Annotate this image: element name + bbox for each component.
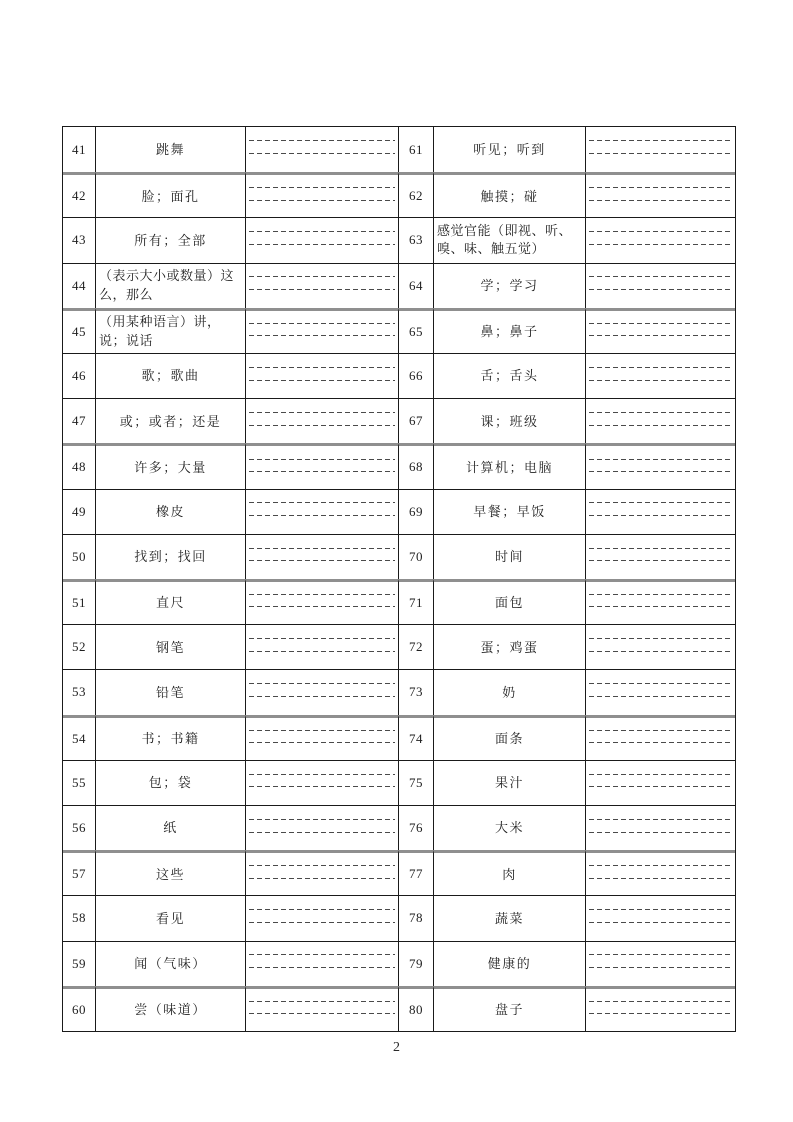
answer-blank-cell[interactable] — [586, 308, 735, 353]
answer-dash-line — [589, 471, 732, 472]
answer-dash-line — [249, 651, 395, 652]
answer-dash-line — [589, 594, 732, 595]
answer-dash-line — [249, 819, 395, 820]
row-number-cell: 57 — [63, 850, 96, 895]
row-number-cell: 55 — [63, 760, 96, 805]
definition-cell: 纸 — [96, 805, 246, 850]
answer-blank-cell[interactable] — [586, 489, 735, 534]
definition-cell: 橡皮 — [96, 489, 246, 534]
answer-dash-line — [249, 730, 395, 731]
answer-dash-line — [589, 323, 732, 324]
answer-dash-line — [589, 548, 732, 549]
answer-blank-cell[interactable] — [586, 534, 735, 579]
answer-dash-line — [589, 967, 732, 968]
definition-cell: 尝（味道） — [96, 986, 246, 1031]
answer-blank-cell[interactable] — [246, 353, 399, 398]
answer-dash-line — [589, 832, 732, 833]
answer-blank-cell[interactable] — [246, 669, 399, 714]
answer-blank-cell[interactable] — [586, 579, 735, 624]
answer-dash-line — [249, 638, 395, 639]
answer-blank-cell[interactable] — [246, 217, 399, 262]
answer-dash-line — [589, 515, 732, 516]
row-number-cell: 68 — [399, 443, 434, 488]
answer-dash-line — [589, 502, 732, 503]
answer-dash-line — [249, 515, 395, 516]
definition-cell: 或；或者；还是 — [96, 398, 246, 443]
definition-cell: 早餐；早饭 — [434, 489, 586, 534]
row-number-cell: 45 — [63, 308, 96, 353]
answer-dash-line — [589, 289, 732, 290]
answer-dash-line — [589, 200, 732, 201]
answer-dash-line — [249, 412, 395, 413]
definition-cell: 蛋；鸡蛋 — [434, 624, 586, 669]
answer-dash-line — [249, 335, 395, 336]
row-number-cell: 41 — [63, 127, 96, 172]
answer-blank-cell[interactable] — [586, 850, 735, 895]
definition-cell: 脸；面孔 — [96, 172, 246, 217]
page-number: 2 — [393, 1040, 400, 1055]
row-number-cell: 67 — [399, 398, 434, 443]
answer-blank-cell[interactable] — [586, 669, 735, 714]
answer-blank-cell[interactable] — [246, 986, 399, 1031]
answer-dash-line — [249, 200, 395, 201]
answer-dash-line — [249, 1013, 395, 1014]
answer-dash-line — [249, 696, 395, 697]
answer-blank-cell[interactable] — [246, 443, 399, 488]
answer-dash-line — [249, 548, 395, 549]
definition-cell: 学；学习 — [434, 263, 586, 308]
answer-dash-line — [249, 594, 395, 595]
answer-dash-line — [249, 922, 395, 923]
answer-blank-cell[interactable] — [586, 443, 735, 488]
answer-blank-cell[interactable] — [586, 127, 735, 172]
answer-blank-cell[interactable] — [586, 624, 735, 669]
answer-dash-line — [249, 380, 395, 381]
definition-cell: 所有；全部 — [96, 217, 246, 262]
row-number-cell: 49 — [63, 489, 96, 534]
row-number-cell: 62 — [399, 172, 434, 217]
answer-blank-cell[interactable] — [246, 263, 399, 308]
answer-dash-line — [249, 289, 395, 290]
answer-blank-cell[interactable] — [586, 172, 735, 217]
definition-cell: 铅笔 — [96, 669, 246, 714]
definition-cell: 看见 — [96, 895, 246, 940]
definition-cell: 计算机；电脑 — [434, 443, 586, 488]
row-number-cell: 65 — [399, 308, 434, 353]
answer-dash-line — [249, 471, 395, 472]
row-number-cell: 66 — [399, 353, 434, 398]
answer-blank-cell[interactable] — [586, 805, 735, 850]
definition-cell: 直尺 — [96, 579, 246, 624]
row-number-cell: 64 — [399, 263, 434, 308]
row-number-cell: 42 — [63, 172, 96, 217]
definition-cell: 许多；大量 — [96, 443, 246, 488]
answer-dash-line — [249, 683, 395, 684]
definition-cell: 健康的 — [434, 941, 586, 986]
answer-dash-line — [589, 683, 732, 684]
answer-dash-line — [589, 335, 732, 336]
vocab-table — [62, 126, 736, 1032]
answer-blank-cell[interactable] — [586, 263, 735, 308]
answer-dash-line — [249, 367, 395, 368]
row-number-cell: 70 — [399, 534, 434, 579]
answer-blank-cell[interactable] — [586, 715, 735, 760]
row-number-cell: 50 — [63, 534, 96, 579]
definition-cell: 闻（气味） — [96, 941, 246, 986]
definition-cell: 跳舞 — [96, 127, 246, 172]
definition-cell: 盘子 — [434, 986, 586, 1031]
answer-dash-line — [589, 865, 732, 866]
row-number-cell: 74 — [399, 715, 434, 760]
answer-dash-line — [249, 502, 395, 503]
answer-blank-cell[interactable] — [586, 986, 735, 1031]
answer-dash-line — [589, 954, 732, 955]
answer-dash-line — [589, 819, 732, 820]
definition-cell: 面条 — [434, 715, 586, 760]
row-number-cell: 54 — [63, 715, 96, 760]
answer-dash-line — [249, 323, 395, 324]
row-number-cell: 79 — [399, 941, 434, 986]
answer-blank-cell[interactable] — [246, 715, 399, 760]
definition-cell: 舌；舌头 — [434, 353, 586, 398]
answer-dash-line — [589, 425, 732, 426]
answer-dash-line — [589, 922, 732, 923]
row-number-cell: 76 — [399, 805, 434, 850]
row-number-cell: 72 — [399, 624, 434, 669]
answer-blank-cell[interactable] — [586, 895, 735, 940]
answer-dash-line — [249, 425, 395, 426]
answer-dash-line — [249, 153, 395, 154]
answer-blank-cell[interactable] — [246, 579, 399, 624]
definition-cell: 包；袋 — [96, 760, 246, 805]
answer-blank-cell[interactable] — [246, 850, 399, 895]
answer-dash-line — [589, 367, 732, 368]
answer-dash-line — [249, 560, 395, 561]
answer-dash-line — [589, 153, 732, 154]
definition-cell: 找到；找回 — [96, 534, 246, 579]
answer-dash-line — [589, 909, 732, 910]
definition-cell: 大米 — [434, 805, 586, 850]
answer-dash-line — [589, 651, 732, 652]
answer-blank-cell[interactable] — [586, 941, 735, 986]
row-number-cell: 63 — [399, 217, 434, 262]
row-number-cell: 71 — [399, 579, 434, 624]
answer-dash-line — [249, 832, 395, 833]
definition-cell: 果汁 — [434, 760, 586, 805]
definition-cell: 奶 — [434, 669, 586, 714]
row-number-cell: 48 — [63, 443, 96, 488]
answer-dash-line — [249, 865, 395, 866]
definition-cell: （用某种语言）讲，说；说话 — [96, 308, 246, 353]
answer-dash-line — [249, 459, 395, 460]
answer-dash-line — [589, 786, 732, 787]
row-number-cell: 47 — [63, 398, 96, 443]
row-number-cell: 51 — [63, 579, 96, 624]
answer-blank-cell[interactable] — [586, 353, 735, 398]
answer-dash-line — [249, 954, 395, 955]
answer-dash-line — [249, 742, 395, 743]
answer-dash-line — [589, 276, 732, 277]
answer-dash-line — [589, 1001, 732, 1002]
row-number-cell: 80 — [399, 986, 434, 1031]
answer-dash-line — [589, 774, 732, 775]
answer-dash-line — [249, 140, 395, 141]
answer-blank-cell[interactable] — [246, 760, 399, 805]
answer-dash-line — [589, 244, 732, 245]
definition-cell: 面包 — [434, 579, 586, 624]
definition-cell: 肉 — [434, 850, 586, 895]
answer-dash-line — [589, 638, 732, 639]
row-number-cell: 44 — [63, 263, 96, 308]
answer-dash-line — [589, 730, 732, 731]
row-number-cell: 69 — [399, 489, 434, 534]
definition-cell: 感觉官能（即视、听、嗅、味、触五觉） — [434, 217, 586, 262]
row-number-cell: 78 — [399, 895, 434, 940]
answer-dash-line — [589, 231, 732, 232]
answer-dash-line — [589, 560, 732, 561]
answer-dash-line — [249, 276, 395, 277]
definition-cell: 鼻；鼻子 — [434, 308, 586, 353]
row-number-cell: 52 — [63, 624, 96, 669]
answer-dash-line — [589, 140, 732, 141]
row-number-cell: 58 — [63, 895, 96, 940]
answer-dash-line — [589, 696, 732, 697]
definition-cell: （表示大小或数量）这么，那么 — [96, 263, 246, 308]
answer-dash-line — [589, 380, 732, 381]
answer-blank-cell[interactable] — [246, 895, 399, 940]
answer-blank-cell[interactable] — [246, 624, 399, 669]
answer-blank-cell[interactable] — [246, 534, 399, 579]
answer-blank-cell[interactable] — [246, 805, 399, 850]
row-number-cell: 53 — [63, 669, 96, 714]
answer-blank-cell[interactable] — [246, 941, 399, 986]
row-number-cell: 61 — [399, 127, 434, 172]
definition-cell: 课；班级 — [434, 398, 586, 443]
answer-blank-cell[interactable] — [246, 489, 399, 534]
row-number-cell: 77 — [399, 850, 434, 895]
answer-dash-line — [589, 1013, 732, 1014]
answer-blank-cell[interactable] — [246, 172, 399, 217]
definition-cell: 钢笔 — [96, 624, 246, 669]
answer-dash-line — [249, 786, 395, 787]
answer-dash-line — [589, 187, 732, 188]
definition-cell: 书；书籍 — [96, 715, 246, 760]
answer-blank-cell[interactable] — [246, 398, 399, 443]
definition-cell: 听见；听到 — [434, 127, 586, 172]
answer-blank-cell[interactable] — [586, 398, 735, 443]
definition-cell: 歌；歌曲 — [96, 353, 246, 398]
definition-cell: 这些 — [96, 850, 246, 895]
definition-cell: 蔬菜 — [434, 895, 586, 940]
answer-dash-line — [249, 606, 395, 607]
answer-blank-cell[interactable] — [246, 127, 399, 172]
answer-dash-line — [589, 412, 732, 413]
row-number-cell: 59 — [63, 941, 96, 986]
answer-dash-line — [249, 909, 395, 910]
answer-dash-line — [249, 244, 395, 245]
answer-blank-cell[interactable] — [246, 308, 399, 353]
answer-dash-line — [249, 878, 395, 879]
row-number-cell: 46 — [63, 353, 96, 398]
definition-cell: 时间 — [434, 534, 586, 579]
answer-dash-line — [249, 231, 395, 232]
definition-cell: 触摸；碰 — [434, 172, 586, 217]
row-number-cell: 56 — [63, 805, 96, 850]
row-number-cell: 73 — [399, 669, 434, 714]
answer-dash-line — [249, 967, 395, 968]
row-number-cell: 60 — [63, 986, 96, 1031]
answer-dash-line — [249, 774, 395, 775]
answer-blank-cell[interactable] — [586, 217, 735, 262]
answer-dash-line — [589, 606, 732, 607]
answer-dash-line — [589, 742, 732, 743]
answer-dash-line — [249, 187, 395, 188]
row-number-cell: 75 — [399, 760, 434, 805]
answer-blank-cell[interactable] — [586, 760, 735, 805]
answer-dash-line — [589, 459, 732, 460]
answer-dash-line — [249, 1001, 395, 1002]
row-number-cell: 43 — [63, 217, 96, 262]
answer-dash-line — [589, 878, 732, 879]
